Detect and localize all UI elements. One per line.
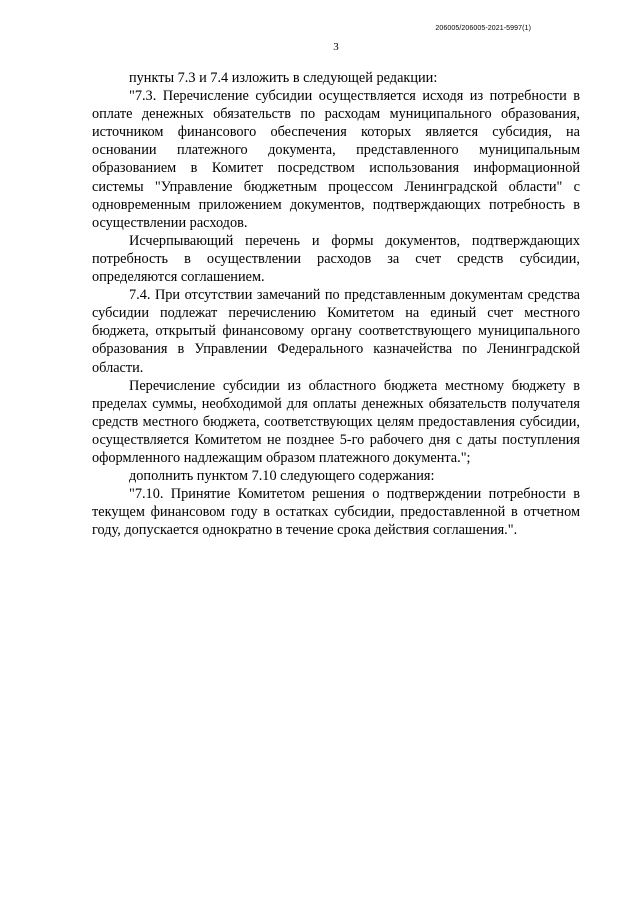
paragraph-7-3: "7.3. Перечисление субсидии осуществляется исходя из потребности в оплате денежных обязательств по расходам муниципального образования, источником финансового обеспечения которых является субсидия, на основании платежного документа, представленного муниципальным образованием в Комитет посредством использования информационной системы "Управление бюджетным процессом Ленинградской области" с одновременным приложением документов, подтверждающих потребность в осуществлении расходов.: [92, 88, 580, 231]
page-number: 3: [333, 41, 339, 53]
paragraph-amend-intro: пункты 7.3 и 7.4 изложить в следующей редакции:: [129, 70, 438, 86]
document-id: 206005/206005-2021-5997(1): [435, 25, 531, 32]
paragraph-7-4: 7.4. При отсутствии замечаний по представленным документам средства субсидии подлежат перечислению Комитетом на единый счет местного бюджета, открытый финансовому органу соответствующего муниципального образования в Управлении Федерального казначейства по Ленинградской области.: [92, 287, 580, 376]
document-body: [92, 69, 580, 539]
paragraph-transfer-terms: Перечисление субсидии из областного бюджета местному бюджету в пределах суммы, необходимой для оплаты денежных обязательств получателя средств местного бюджета, соответствующих целям предоставления субсидии, осуществляется Комитетом не позднее 5-го рабочего дня с даты поступления оформленного надлежащим образом платежного документа.";: [92, 377, 580, 466]
paragraph-add-intro: дополнить пунктом 7.10 следующего содержания:: [129, 468, 435, 485]
paragraph-7-10: "7.10. Принятие Комитетом решения о подтверждении потребности в текущем финансовом году в остатках субсидии, предоставленной в отчетном году, допускается однократно в течение срока действия соглашения.".: [92, 486, 580, 539]
paragraph-documents-list: Исчерпывающий перечень и формы документов, подтверждающих потребность в осуществлении расходов за счет средств субсидии, определяются соглашением.: [92, 232, 580, 286]
